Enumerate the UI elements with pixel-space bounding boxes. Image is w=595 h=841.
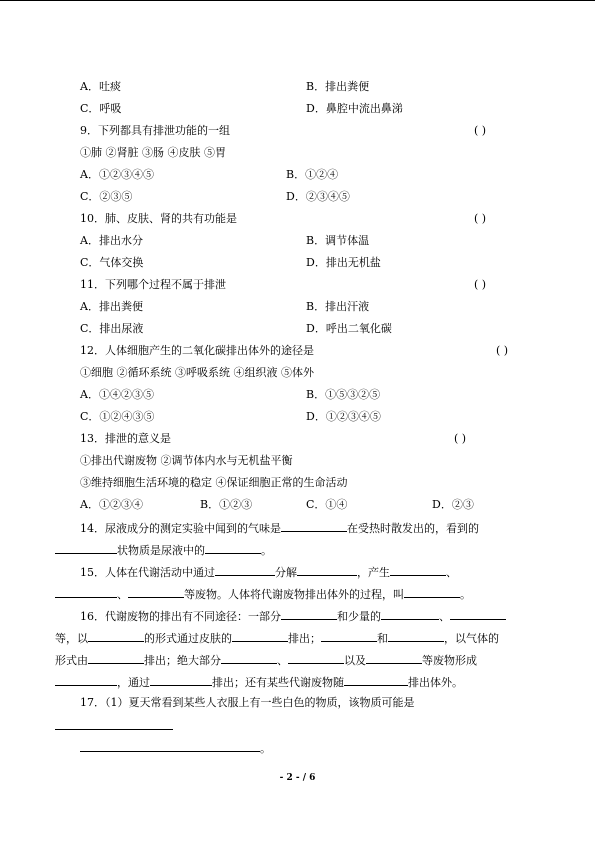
q12-option-a: A．①④②③⑤ (80, 388, 154, 401)
q14-blank-3[interactable] (205, 542, 261, 554)
q15-text-5: 、 (117, 588, 128, 601)
q15-blank-5[interactable] (128, 586, 184, 598)
q16-blank-14[interactable] (344, 674, 408, 686)
q12-items: ①细胞 ②循环系统 ③呼吸系统 ④组织液 ⑤体外 (80, 366, 314, 379)
q15-text-7: 。 (460, 588, 471, 601)
q10-option-d: D．排出无机盐 (306, 256, 381, 269)
q15-line2 (55, 586, 471, 602)
q15-text-6: 等废物。人体将代谢废物排出体外的过程，叫 (184, 588, 404, 601)
q16-text-3: 、 (439, 610, 450, 623)
q13-option-c: C．①④ (306, 498, 348, 511)
q16-blank-8[interactable] (88, 652, 144, 664)
q17-blank-1[interactable] (55, 718, 173, 730)
q9-option-a: A．①②③④⑤ (80, 168, 154, 181)
q16-blank-5[interactable] (232, 630, 288, 642)
q8-option-b: B．排出粪便 (306, 80, 370, 93)
q12-answer-paren: ( ) (496, 344, 509, 357)
q10-option-b: B．调节体温 (306, 234, 370, 247)
q16-text-6: 排出； (288, 632, 321, 645)
q9-stem: 9．下列都具有排泄功能的一组 (80, 124, 230, 137)
q9-option-b: B．①②④ (286, 168, 339, 181)
q8-option-a: A．吐痰 (80, 80, 121, 93)
page-top-rule (0, 0, 595, 1)
q13-items-line2: ③维持细胞生活环境的稳定 ④保证细胞正常的生命活动 (80, 476, 348, 489)
q14-text-1: 14．尿液成分的测定实验中闻到的气味是 (80, 522, 281, 535)
q17-text-2: 。 (260, 742, 271, 755)
q16-blank-11[interactable] (366, 652, 422, 664)
q16-blank-7[interactable] (388, 630, 444, 642)
q8-option-d: D．鼻腔中流出鼻涕 (306, 102, 403, 115)
q16-text-14: ，通过 (117, 676, 150, 689)
q16-text-10: 排出；绝大部分 (144, 654, 221, 667)
q14-text-4: 。 (261, 544, 272, 557)
q15-blank-1[interactable] (215, 564, 275, 576)
q15-text-3: ，产生 (357, 566, 390, 579)
q17-line2 (55, 718, 173, 734)
q16-line3 (55, 652, 477, 668)
q12-option-d: D．①②③④⑤ (306, 410, 381, 423)
q16-blank-2[interactable] (381, 608, 439, 620)
q14-text-2: 在受热时散发出的，看到的 (347, 522, 479, 535)
q11-option-b: B．排出汗液 (306, 300, 370, 313)
q10-option-a: A．排出水分 (80, 234, 143, 247)
q15-blank-6[interactable] (404, 586, 460, 598)
q16-text-15: 排出；还有某些代谢废物随 (212, 676, 344, 689)
q14-blank-2[interactable] (55, 542, 117, 554)
q16-line2 (55, 630, 499, 646)
q16-text-16: 排出体外。 (408, 676, 463, 689)
q16-text-2: 和少量的 (337, 610, 381, 623)
q17-blank-2[interactable] (80, 740, 260, 752)
q9-option-d: D．②③④⑤ (286, 190, 350, 203)
q9-option-c: C．②③⑤ (80, 190, 133, 203)
q16-blank-4[interactable] (88, 630, 144, 642)
q16-blank-1[interactable] (281, 608, 337, 620)
q16-blank-12[interactable] (55, 674, 117, 686)
q14-text-3: 状物质是尿液中的 (117, 544, 205, 557)
q16-text-13: 等废物形成 (422, 654, 477, 667)
q13-option-d: D．②③ (432, 498, 474, 511)
q14-blank-1[interactable] (281, 520, 347, 532)
q16-text-12: 以及 (344, 654, 366, 667)
q16-text-5: 的形式通过皮肤的 (144, 632, 232, 645)
q13-answer-paren: ( ) (454, 432, 467, 445)
q10-option-c: C．气体交换 (80, 256, 144, 269)
q13-option-a: A．①②③④ (80, 498, 143, 511)
q15-blank-2[interactable] (297, 564, 357, 576)
q12-stem: 12．人体细胞产生的二氧化碳排出体外的途径是 (80, 344, 314, 357)
q15-text-2: 分解 (275, 566, 297, 579)
q15-text-4: 、 (446, 566, 457, 579)
q11-option-c: C．排出尿液 (80, 322, 144, 335)
q16-text-7: 和 (377, 632, 388, 645)
q13-option-b: B．①②③ (200, 498, 253, 511)
q15-blank-4[interactable] (55, 586, 117, 598)
q16-blank-6[interactable] (321, 630, 377, 642)
q12-option-b: B．①⑤③②⑤ (306, 388, 381, 401)
q16-blank-9[interactable] (221, 652, 277, 664)
q16-text-9: 形式由 (55, 654, 88, 667)
q16-text-1: 16．代谢废物的排出有不同途径：一部分 (80, 610, 281, 623)
q16-line1 (80, 608, 506, 624)
q15-text-1: 15．人体在代谢活动中通过 (80, 566, 215, 579)
q17-line1: 17．（1）夏天常看到某些人衣服上有一些白色的物质，该物质可能是 (80, 696, 415, 709)
q15-line1 (80, 564, 457, 580)
q15-blank-3[interactable] (390, 564, 446, 576)
q13-stem: 13．排泄的意义是 (80, 432, 171, 445)
q17-line3 (80, 740, 271, 756)
q16-text-4: 等，以 (55, 632, 88, 645)
q11-stem: 11．下列哪个过程不属于排泄 (80, 278, 226, 291)
q10-answer-paren: ( ) (474, 212, 487, 225)
q16-text-8: ，以气体的 (444, 632, 499, 645)
q8-option-c: C．呼吸 (80, 102, 122, 115)
q16-text-11: 、 (277, 654, 288, 667)
q16-blank-10[interactable] (288, 652, 344, 664)
page-number: - 2 - / 6 (279, 773, 316, 783)
q16-blank-3[interactable] (450, 608, 506, 620)
q14-line2 (55, 542, 272, 558)
q11-option-d: D．呼出二氧化碳 (306, 322, 392, 335)
q14-line1 (80, 520, 479, 536)
q12-option-c: C．①②④③⑤ (80, 410, 155, 423)
q13-items-line1: ①排出代谢废物 ②调节体内水与无机盐平衡 (80, 454, 293, 467)
q16-blank-13[interactable] (150, 674, 212, 686)
q11-answer-paren: ( ) (474, 278, 487, 291)
q9-items: ①肺 ②肾脏 ③肠 ④皮肤 ⑤胃 (80, 146, 226, 159)
q10-stem: 10．肺、皮肤、肾的共有功能是 (80, 212, 237, 225)
q9-answer-paren: ( ) (474, 124, 487, 137)
q16-line4 (55, 674, 463, 690)
q11-option-a: A．排出粪便 (80, 300, 143, 313)
